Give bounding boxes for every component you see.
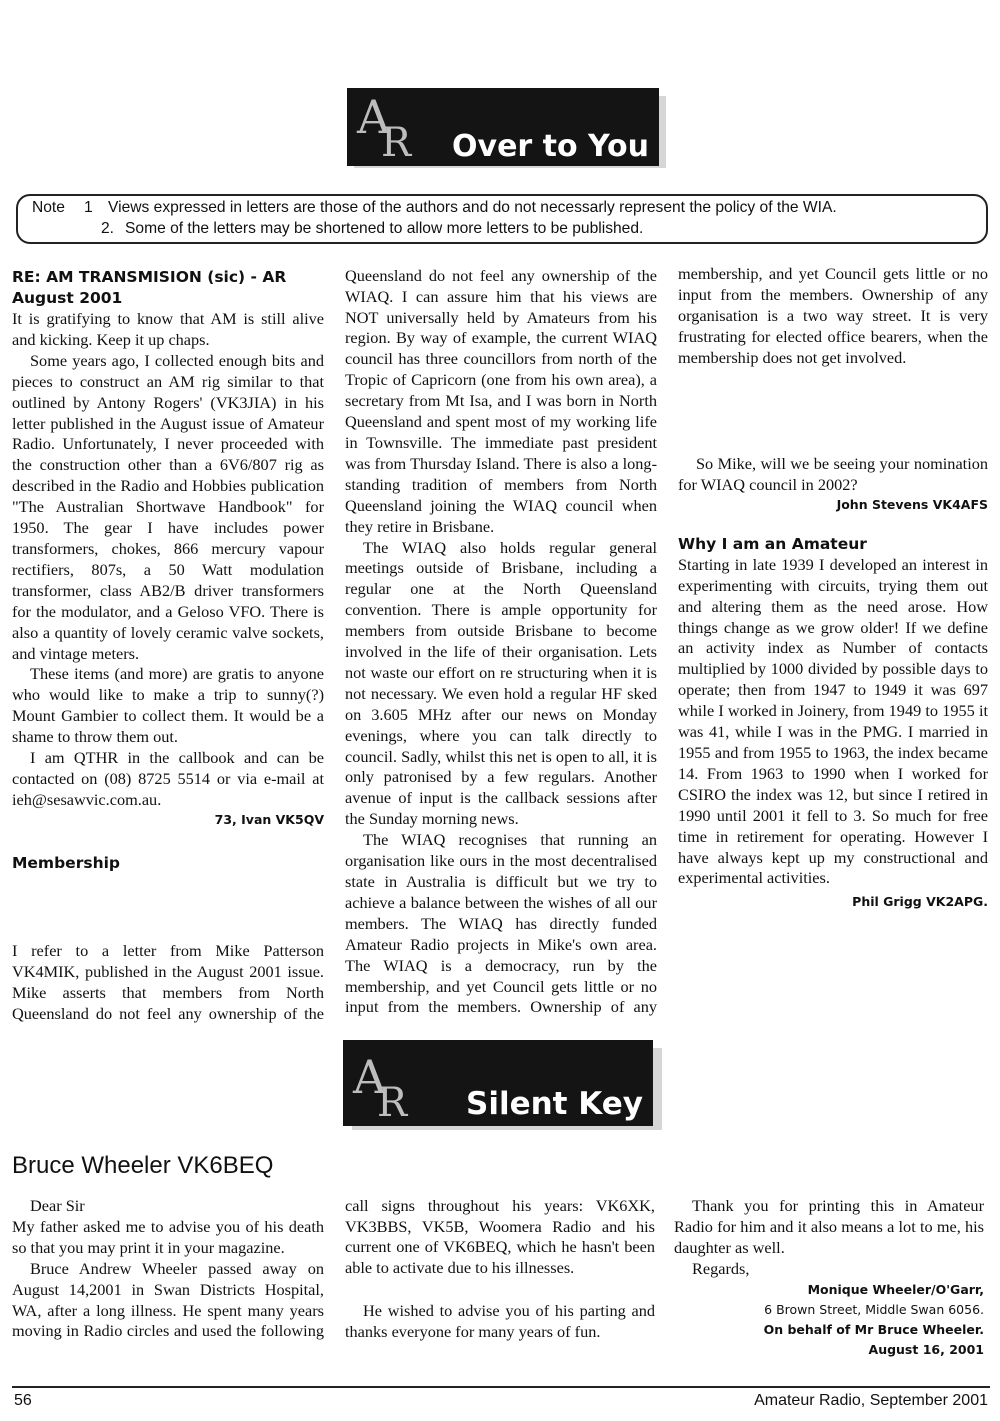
column-3-closing [678,454,988,911]
letter-paragraph: So Mike, will we be seeing your nomination for WIAQ council in 2002? [678,454,988,494]
obituary-paragraph: He wished to advise you of his parting and thanks everyone for many years of fun. [345,1301,655,1341]
obituary-column-2 [345,1196,655,1301]
obituary-salutation: Dear Sir [30,1196,85,1215]
section-title: Over to You [452,129,649,164]
ar-logo-r: R [377,1080,408,1126]
letter-paragraph: Some years ago, I collected enough bits and pieces to construct an AM rig similar to that outlined by Antony Rogers' (VK3JIA) in his letter published in the August issue of Amateur Radio. Unfortunately, I never proceeded with the construction other than a 6V6/807 rig as described in the Radio and Hobbies publication "The Australian Shortwave Handbook" for 1950. The gear I have includes power transformers, chokes, 866 mercury vapour rectifiers, 807s, a 50 Watt modulation transformer, class AB2/B driver transformers for the modulator, and a Geloso VFO. There is also a quantity of lovely ceramic valve sockets, and vintage meters. [12,350,324,663]
letter-paragraph: It is gratifying to know that AM is still alive and kicking. Keep it up chaps. [12,309,324,349]
ar-logo-a: A [353,1050,387,1104]
letter-signature: John Stevens VK4AFS [836,496,988,512]
note-text: Some of the letters may be shortened to allow more letters to be published. [125,220,644,237]
letter-signature: 73, Ivan VK5QV [214,811,324,827]
signature-name: Monique Wheeler/O'Garr, [807,1281,984,1297]
page-number: 56 [14,1392,32,1409]
obituary-paragraph: Bruce Andrew Wheeler passed away on August 14,2001 in Swan Districts Hospital, WA, after a long illness. He spent many years moving in Radio circles and used the following [12,1258,324,1341]
obituary-column-1 [12,1196,324,1343]
obituary-flow-1 [12,1259,324,1343]
ar-logo-a: A [357,90,391,144]
membership-column-1-text [12,941,324,1025]
obituary-closing: Regards, [692,1258,750,1278]
column-1 [12,267,324,874]
footer-rule [12,1386,990,1388]
ar-logo-r: R [381,120,412,166]
ar-logo [357,90,412,166]
letter-paragraph: I am QTHR in the callbook and can be contacted on (08) 8725 5514 or via e-mail at ieh@sesawvic.com.au. [12,748,324,809]
note-label: Note [32,199,65,216]
publication-info: Amateur Radio, September 2001 [754,1392,988,1409]
letter-heading: Membership [12,853,121,872]
obituary-column-3 [674,1196,984,1360]
letter-paragraph: I refer to a letter from Mike Patterson VK4MIK, published in the August 2001 issue. Mike asserts that members from North Queensland do not feel any ownership of the [12,941,324,1023]
note-number: 1 [84,199,93,216]
letter-paragraph: membership, and yet Council gets little or no input from the members. Ownership of any organisation is a two way street. It is very frustrating for elected office bearers, when the membership does not get involved. [678,266,988,367]
section-title: Silent Key [466,1086,643,1122]
ar-logo [353,1050,408,1126]
column-3-flow [678,266,988,369]
column-2 [345,266,657,1018]
section-banner-silent-key [343,1040,653,1126]
signature-behalf: On behalf of Mr Bruce Wheeler. [763,1321,984,1337]
signature-date: August 16, 2001 [868,1341,984,1357]
note-number: 2. [101,220,115,237]
note-item-1 [32,199,837,217]
letter-heading: Why I am an Amateur [678,534,867,553]
letter-paragraph: Starting in late 1939 I developed an interest in experimenting with circuits, trying them out and altering them as the need arose. How things change as we grow older! If we define an activity index as Number of contacts multiplied by 1000 divided by possible days to operate; then from 1947 to 1949 it was 697 while I worked in Joinery, from 1949 to 1955 it was 41, while I was in the PMG. I married in 1955 and from 1955 to 1963, the index became 14. From 1963 to 1990 when I worked for CSIRO the index was 12, but since I retired in 1990 until 2001 it fell to 3. So much for free time in retirement for operating. However I have always kept up my constructional and experimental activities. [678,554,988,888]
editorial-note [16,194,988,244]
obituary-paragraph: My father asked me to advise you of his death so that you may print it in your magazine. [12,1216,324,1257]
obituary-column-2-end [345,1301,655,1343]
letter-paragraph: Queensland do not feel any ownership of the WIAQ. I can assure him that his views are NOT universally held by Amateurs from his region. By way of example, the current WIAQ council has three councillors from north of the Tropic of Capricorn (one from his own area), a secretary from Mt Isa, and I was born in North Queensland and spent most of my working life in Townsville. The immediate past president was from Thursday Island. There is also a long-standing tradition of members from North Queensland joining the WIAQ council when they retire in Brisbane. [345,266,657,536]
obituary-paragraph: call signs throughout his years: VK6XK, VK3BBS, VK5B, Woomera Radio and his current one of VK6BEQ, which he hasn't been able to activate due to his illnesses. [345,1196,655,1278]
letter-paragraph: The WIAQ also holds regular general meetings outside of Brisbane, including a regular one at the North Queensland convention. There is ample opportunity for members from outside Brisbane to become involved in the life of their organisation. Lets not waste our effort on re structuring when it is not necessary. We even hold a regular HF sked on 3.605 MHz after our news on Monday evenings, where you can talk directly to council. Sadly, whilst this net is open to all, it is only patronised by a few regulars. Another avenue of input is the callback sessions after the Sunday morning news. [345,537,657,829]
section-banner-over-to-you [347,88,659,166]
note-text: Views expressed in letters are those of the authors and do not necessarly represent the policy of the WIA. [108,199,837,216]
note-item-2 [101,220,643,238]
obituary-flow-2 [345,1196,655,1279]
column-2-flow [345,266,657,1018]
letter-signature: Phil Grigg VK2APG. [852,894,988,910]
letter-paragraph: The WIAQ recognises that running an organisation like ours in the most decentralised state in Australia is difficult but we try to achieve a balance between the wishes of all our members. The WIAQ has directly funded Amateur Radio projects in Mike's own area. The WIAQ is a democracy, run by the membership, and yet Council gets little or no input from the members. Ownership of any [345,830,657,1017]
signature-address: 6 Brown Street, Middle Swan 6056. [764,1301,984,1317]
letter-paragraph: These items (and more) are gratis to anyone who would like to make a trip to sunny(?) Mount Gambier to collect them. It would be a shame to throw them out. [12,664,324,747]
obituary-paragraph: Thank you for printing this in Amateur Radio for him and it also means a lot to me, his daughter as well. [674,1196,984,1257]
obituary-title: Bruce Wheeler VK6BEQ [12,1152,274,1179]
letter-heading: RE: AM TRANSMISION (sic) - AR August 2001 [12,268,287,307]
